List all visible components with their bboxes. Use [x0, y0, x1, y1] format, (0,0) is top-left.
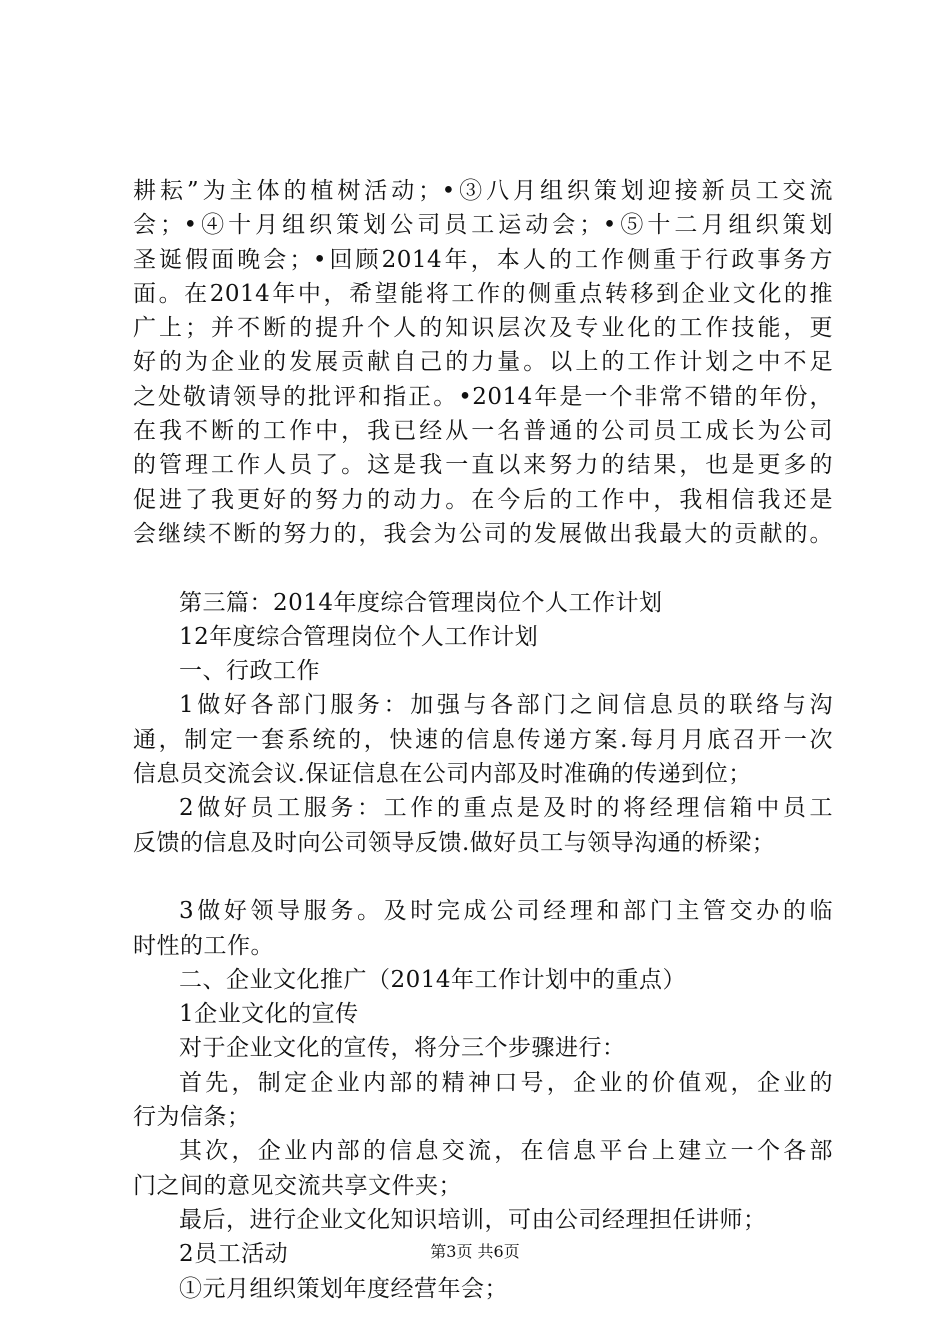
list-item-line: 首先，制定企业内部的精神口号，企业的价值观，企业的 [179, 1069, 833, 1096]
list-item-line: 其次，企业内部的信息交流，在信息平台上建立一个各部 [179, 1138, 833, 1165]
list-item-line: 最后，进行企业文化知识培训，可由公司经理担任讲师； [179, 1206, 767, 1233]
list-item-line: 时性的工作。 [133, 932, 274, 959]
paragraph-line: 面。在2014年中，希望能将工作的侧重点转移到企业文化的推 [133, 280, 833, 307]
paragraph-line: 促进了我更好的努力的动力。在今后的工作中，我相信我还是 [133, 486, 833, 513]
paragraph-gap [133, 551, 833, 585]
list-item-line: 2做好员工服务：工作的重点是及时的将经理信箱中员工 [179, 795, 833, 822]
paragraph-line: 的管理工作人员了。这是我一直以来努力的结果，也是更多的 [133, 452, 833, 479]
paragraph-line: 圣诞假面晚会；•回顾2014年，本人的工作侧重于行政事务方 [133, 246, 833, 273]
paragraph-line: 会；•④十月组织策划公司员工运动会；•⑤十二月组织策划 [133, 212, 833, 239]
paragraph-line: 好的为企业的发展贡献自己的力量。以上的工作计划之中不足 [133, 349, 833, 376]
heading-administrative-work: 一、行政工作 [179, 658, 320, 685]
list-item-line: 门之间的意见交流共享文件夹； [133, 1172, 462, 1199]
list-item-line: 3做好领导服务。及时完成公司经理和部门主管交办的临 [179, 898, 833, 925]
document-body [133, 174, 833, 1306]
paragraph-line: 耕耘”为主体的植树活动；•③八月组织策划迎接新员工交流 [133, 178, 833, 204]
list-item-line: ①元月组织策划年度经营年会； [179, 1275, 508, 1302]
paragraph-line: 广上；并不断的提升个人的知识层次及专业化的工作技能，更 [133, 315, 833, 342]
section-subtitle: 12年度综合管理岗位个人工作计划 [179, 623, 539, 650]
subheading-staff-activities: 2员工活动 [179, 1241, 289, 1268]
paragraph-line: 会继续不断的努力的，我会为公司的发展做出我最大的贡献的。 [133, 520, 833, 547]
paragraph-line: 对于企业文化的宣传，将分三个步骤进行： [179, 1035, 626, 1062]
list-item-line: 行为信条； [133, 1104, 251, 1131]
paragraph-gap [133, 860, 833, 894]
list-item-line: 通，制定一套系统的，快速的信息传递方案.每月月底召开一次 [133, 726, 833, 753]
heading-corporate-culture: 二、企业文化推广（2014年工作计划中的重点） [179, 966, 687, 993]
list-item-line: 1做好各部门服务：加强与各部门之间信息员的联络与沟 [179, 692, 833, 719]
list-item-line: 信息员交流会议.保证信息在公司内部及时准确的传递到位； [133, 761, 752, 788]
list-item-line: 反馈的信息及时向公司领导反馈.做好员工与领导沟通的桥梁； [133, 829, 776, 856]
section-title: 第三篇：2014年度综合管理岗位个人工作计划 [179, 589, 663, 616]
paragraph-line: 之处敬请领导的批评和指正。•2014年是一个非常不错的年份， [133, 383, 833, 410]
page-number-footer: 第3页 共6页 [430, 1242, 520, 1261]
paragraph-line: 在我不断的工作中，我已经从一名普通的公司员工成长为公司 [133, 418, 833, 445]
subheading-culture-promotion: 1企业文化的宣传 [179, 1001, 359, 1028]
